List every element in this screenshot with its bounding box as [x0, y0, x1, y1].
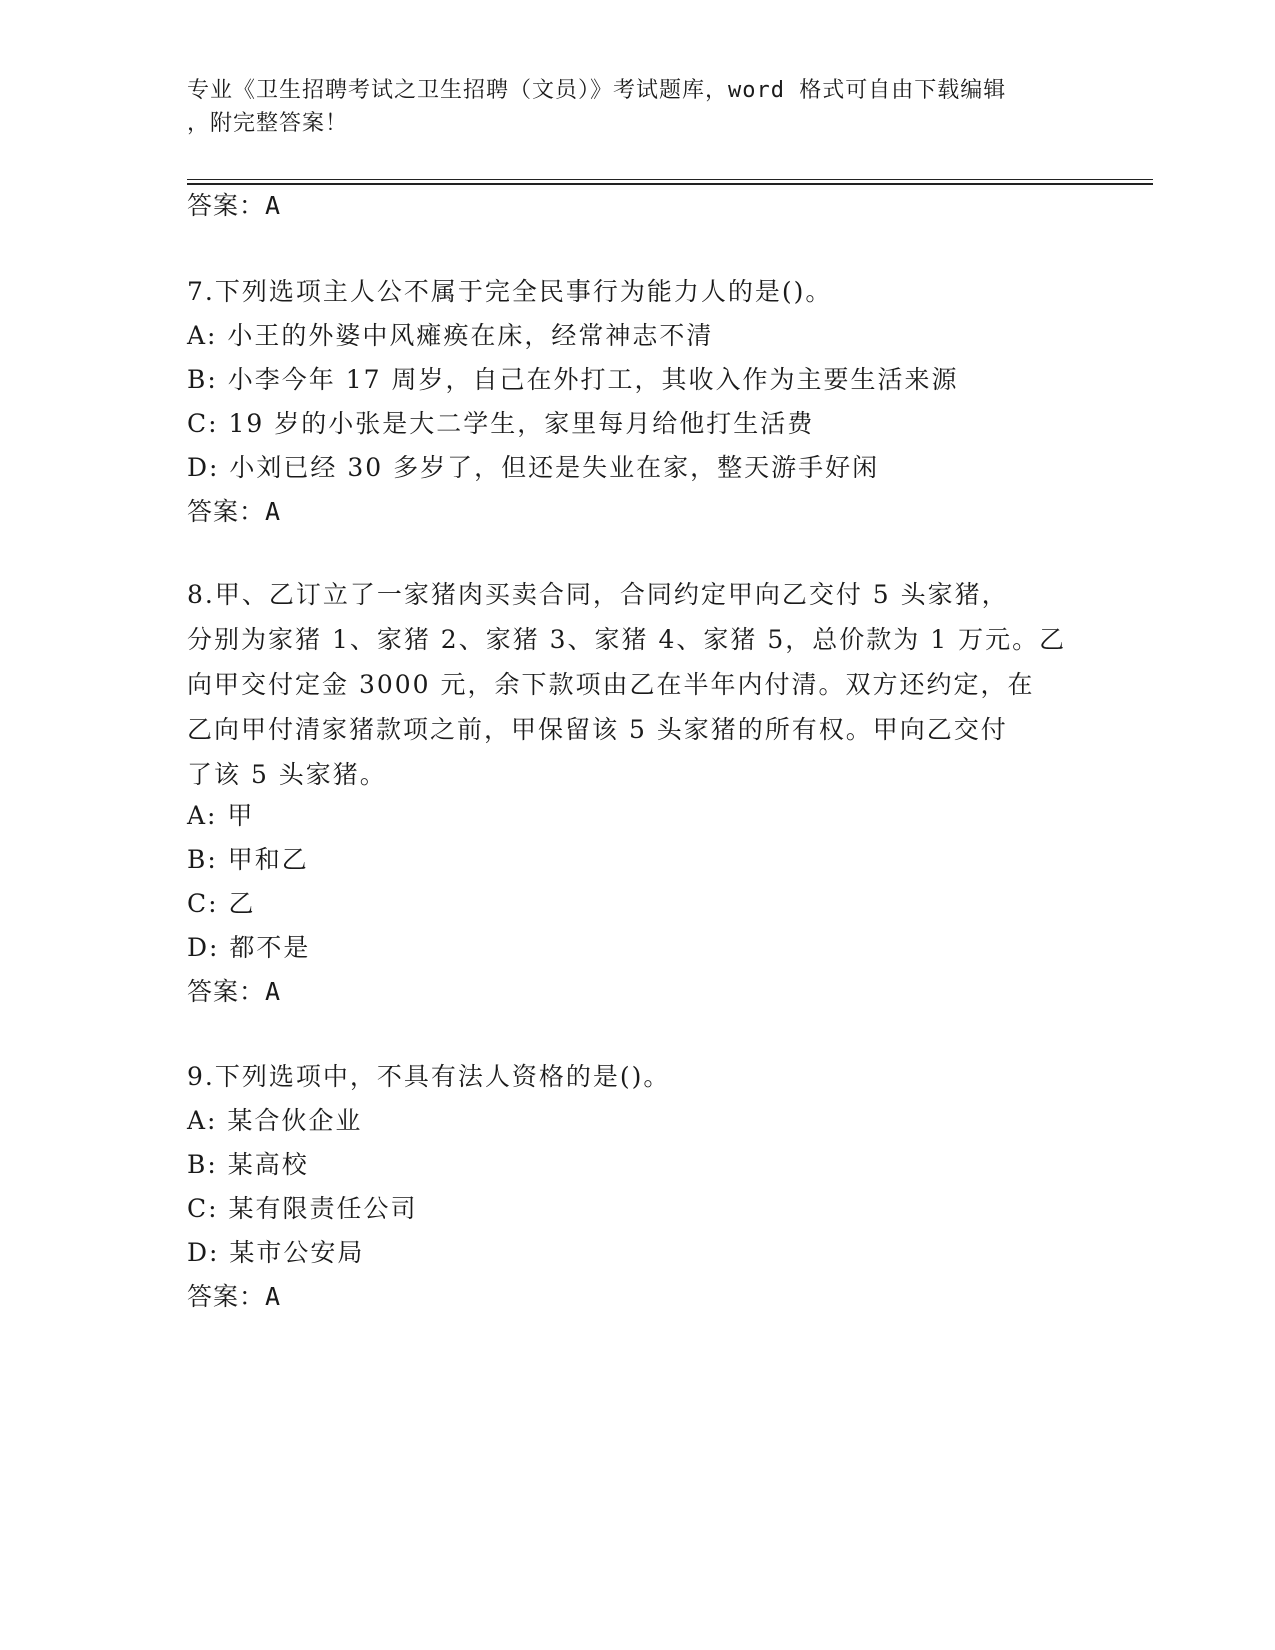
- document-header: [187, 74, 1067, 140]
- question-8-answer: 答案：A: [187, 977, 282, 1006]
- header-line-2: ，附完整答案！: [187, 111, 349, 136]
- header-rule-bottom: [187, 183, 1153, 185]
- question-9-option-a: A: 某合伙企业: [187, 1106, 363, 1135]
- header-rule-top: [187, 179, 1153, 180]
- question-8-stem: [187, 572, 1087, 797]
- answer-previous: 答案：A: [187, 191, 282, 220]
- question-8-stem-line: 乙向甲付清家猪款项之前，甲保留该 5 头家猪的所有权。甲向乙交付: [187, 715, 1008, 744]
- question-9-option-b: B: 某高校: [187, 1150, 309, 1179]
- question-9-option-c: C: 某有限责任公司: [187, 1194, 418, 1223]
- question-7-option-a: A: 小王的外婆中风瘫痪在床，经常神志不清: [187, 321, 714, 350]
- question-8-stem-line: 8.甲、乙订立了一家猪肉买卖合同，合同约定甲向乙交付 5 头家猪，: [187, 580, 1009, 609]
- question-9-option-d: D: 某市公安局: [187, 1238, 365, 1267]
- question-8-stem-line: 分别为家猪 1、家猪 2、家猪 3、家猪 4、家猪 5，总价款为 1 万元。乙: [187, 625, 1067, 654]
- header-line-1: 专业《卫生招聘考试之卫生招聘（文员）》考试题库，word 格式可自由下载编辑: [187, 78, 1007, 103]
- question-8-option-d: D: 都不是: [187, 933, 311, 962]
- question-8-option-b: B: 甲和乙: [187, 845, 309, 874]
- question-7-option-c: C: 19 岁的小张是大二学生，家里每月给他打生活费: [187, 409, 815, 438]
- question-7-stem: 7.下列选项主人公不属于完全民事行为能力人的是()。: [187, 277, 833, 306]
- question-9-stem: 9.下列选项中，不具有法人资格的是()。: [187, 1062, 671, 1091]
- question-7-answer: 答案：A: [187, 497, 282, 526]
- question-8-stem-line: 向甲交付定金 3000 元，余下款项由乙在半年内付清。双方还约定，在: [187, 670, 1035, 699]
- question-9-answer: 答案：A: [187, 1282, 282, 1311]
- question-8-option-a: A: 甲: [187, 801, 255, 830]
- question-7-option-b: B: 小李今年 17 周岁，自己在外打工，其收入作为主要生活来源: [187, 365, 959, 394]
- question-8-stem-line: 了该 5 头家猪。: [187, 760, 387, 789]
- question-7-option-d: D: 小刘已经 30 多岁了，但还是失业在家，整天游手好闲: [187, 453, 880, 482]
- question-8-option-c: C: 乙: [187, 889, 256, 918]
